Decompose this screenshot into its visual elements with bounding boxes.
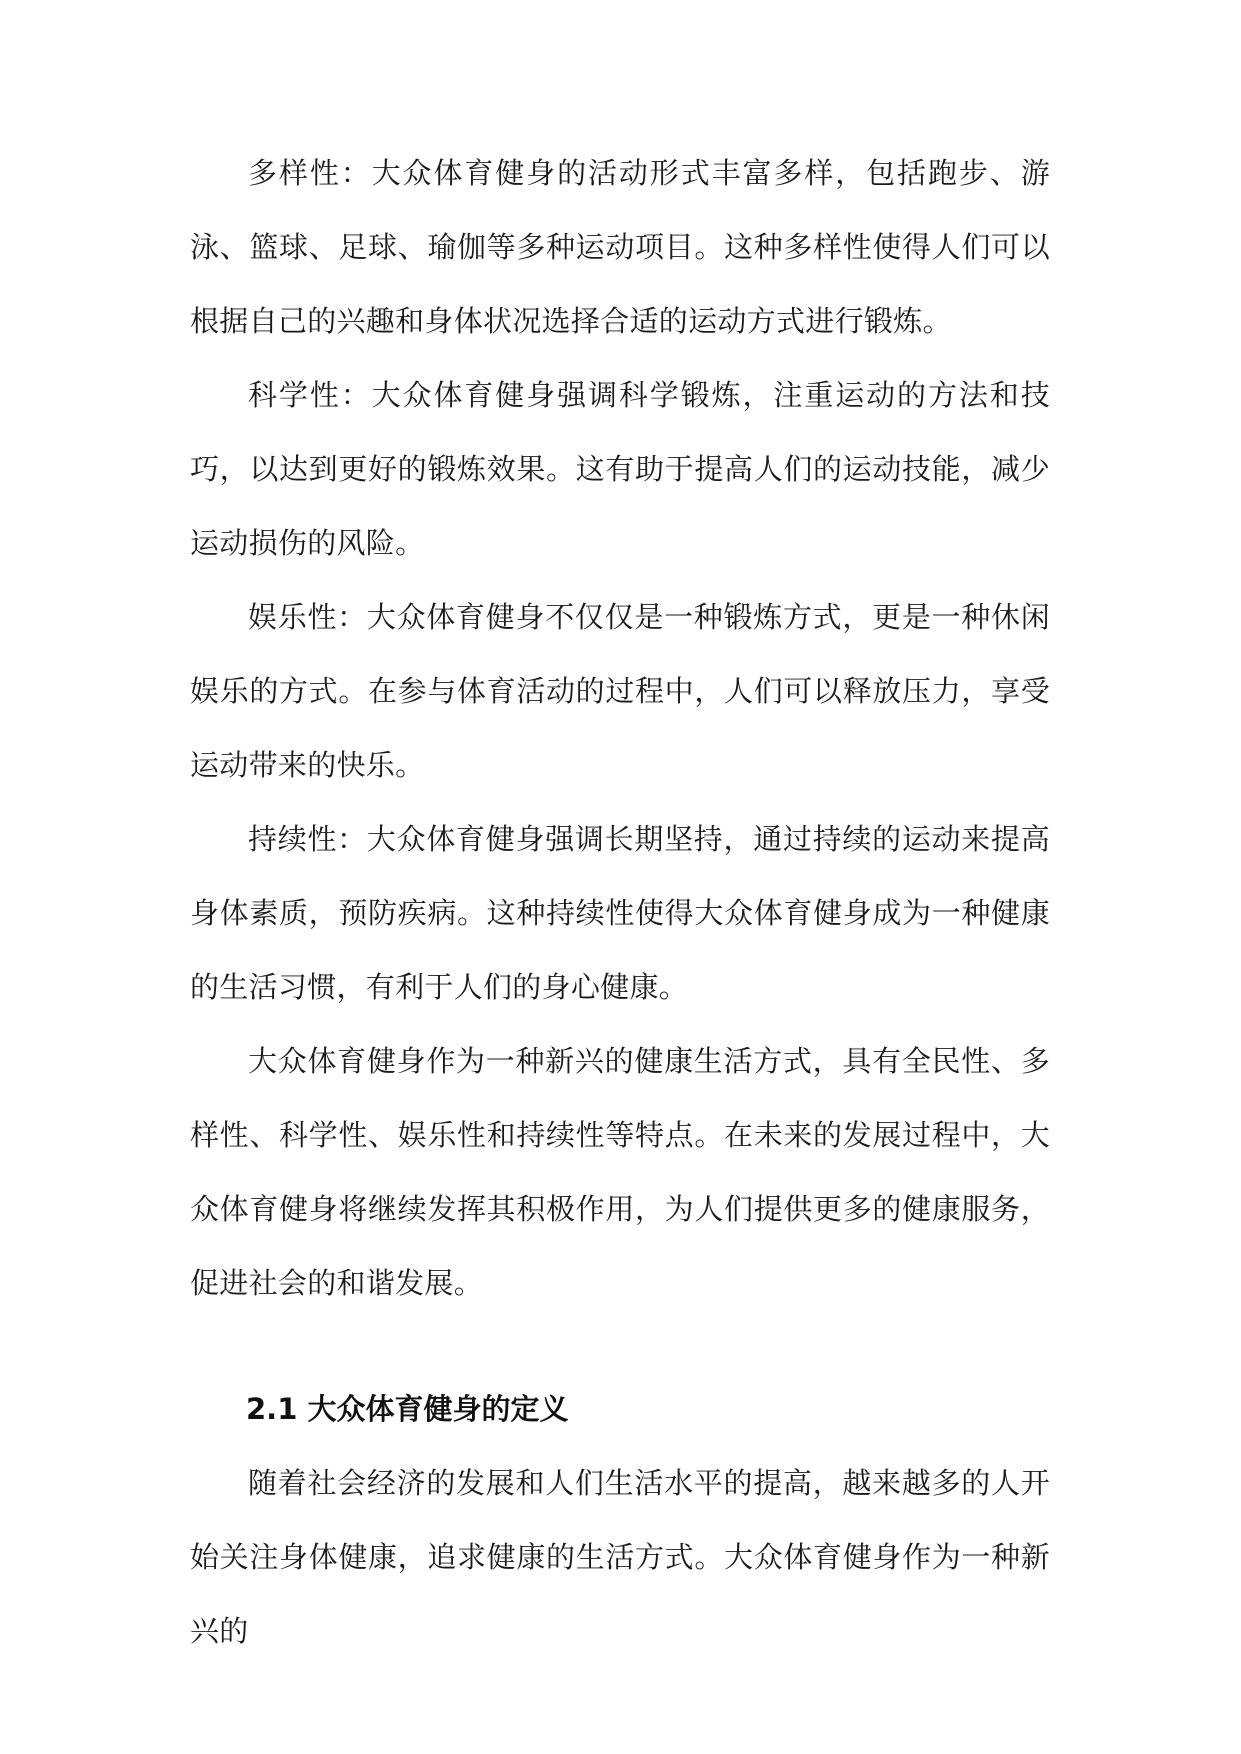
paragraph-scientific: 科学性：大众体育健身强调科学锻炼，注重运动的方法和技巧，以达到更好的锻炼效果。这有助于提高人们的运动技能，减少运动损伤的风险。 xyxy=(190,378,1050,560)
section-heading: 2.1 大众体育健身的定义 xyxy=(246,1392,569,1426)
paragraph-definition-intro: 随着社会经济的发展和人们生活水平的提高，越来越多的人开始关注身体健康，追求健康的生活方式。大众体育健身作为一种新兴的 xyxy=(190,1466,1050,1648)
document-body xyxy=(190,136,1050,1668)
paragraph-sustainability: 持续性：大众体育健身强调长期坚持，通过持续的运动来提高身体素质，预防疾病。这种持续性使得大众体育健身成为一种健康的生活习惯，有利于人们的身心健康。 xyxy=(190,822,1050,1004)
paragraph-summary: 大众体育健身作为一种新兴的健康生活方式，具有全民性、多样性、科学性、娱乐性和持续性等特点。在未来的发展过程中，大众体育健身将继续发挥其积极作用，为人们提供更多的健康服务，促进社会的和谐发展。 xyxy=(190,1044,1050,1300)
paragraph-diversity: 多样性：大众体育健身的活动形式丰富多样，包括跑步、游泳、篮球、足球、瑜伽等多种运动项目。这种多样性使得人们可以根据自己的兴趣和身体状况选择合适的运动方式进行锻炼。 xyxy=(190,156,1050,338)
paragraph-entertainment: 娱乐性：大众体育健身不仅仅是一种锻炼方式，更是一种休闲娱乐的方式。在参与体育活动的过程中，人们可以释放压力，享受运动带来的快乐。 xyxy=(190,600,1050,782)
